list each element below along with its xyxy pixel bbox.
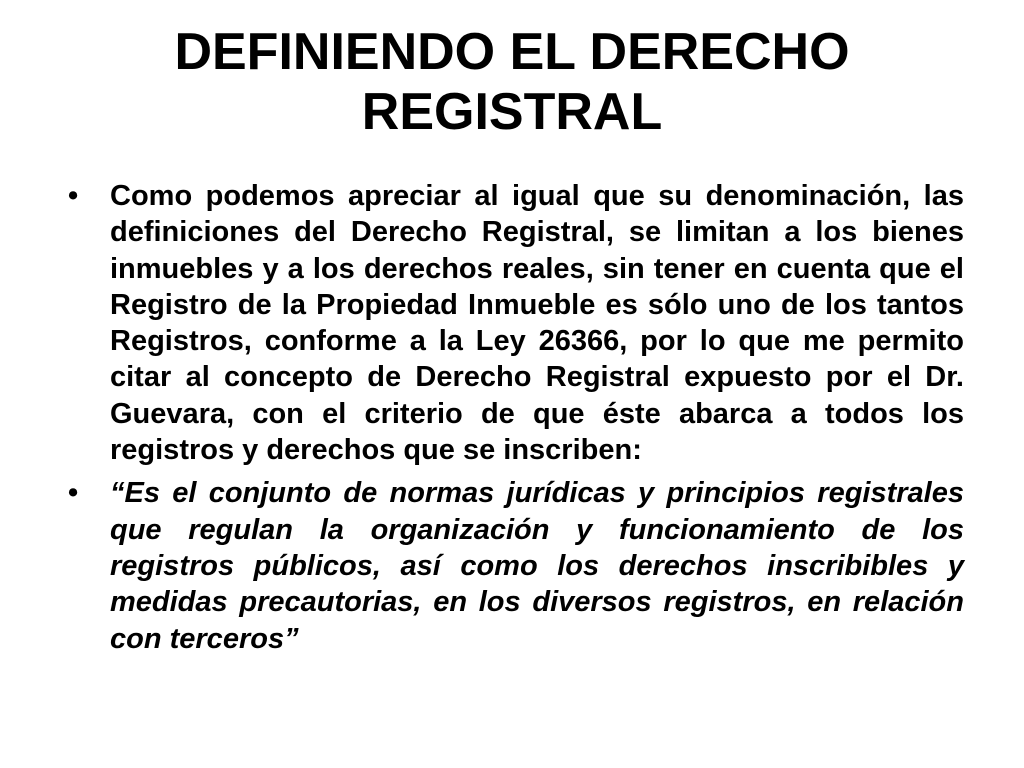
- bullet-text-intro: Como podemos apreciar al igual que su denominación, las definiciones del Derecho Registral, se limitan a los bienes inmuebles y a los derechos reales, sin tener en cuenta que el Registro de la Propiedad Inmueble es sólo uno de los tantos Registros, conforme a la Ley 26366, por lo que me permito citar al concepto de Derecho Registral expuesto por el Dr. Guevara, con el criterio de que éste abarca a todos los registros y derechos que se inscriben:: [110, 180, 964, 467]
- bullet-text-definition-quote: “Es el conjunto de normas jurídicas y principios registrales que regulan la organización y funcionamiento de los registros públicos, así como los derechos inscribibles y medidas precautorias, en los diversos registros, en relación con terceros”: [110, 477, 964, 655]
- bullet-item-intro: [68, 178, 964, 468]
- bullet-list: [68, 178, 964, 664]
- slide-title: DEFINIENDO EL DERECHO REGISTRAL: [174, 23, 850, 141]
- bullet-dot-icon: •: [68, 180, 79, 212]
- bullet-item-definition-quote: [68, 475, 964, 656]
- bullet-dot-icon: •: [68, 477, 79, 510]
